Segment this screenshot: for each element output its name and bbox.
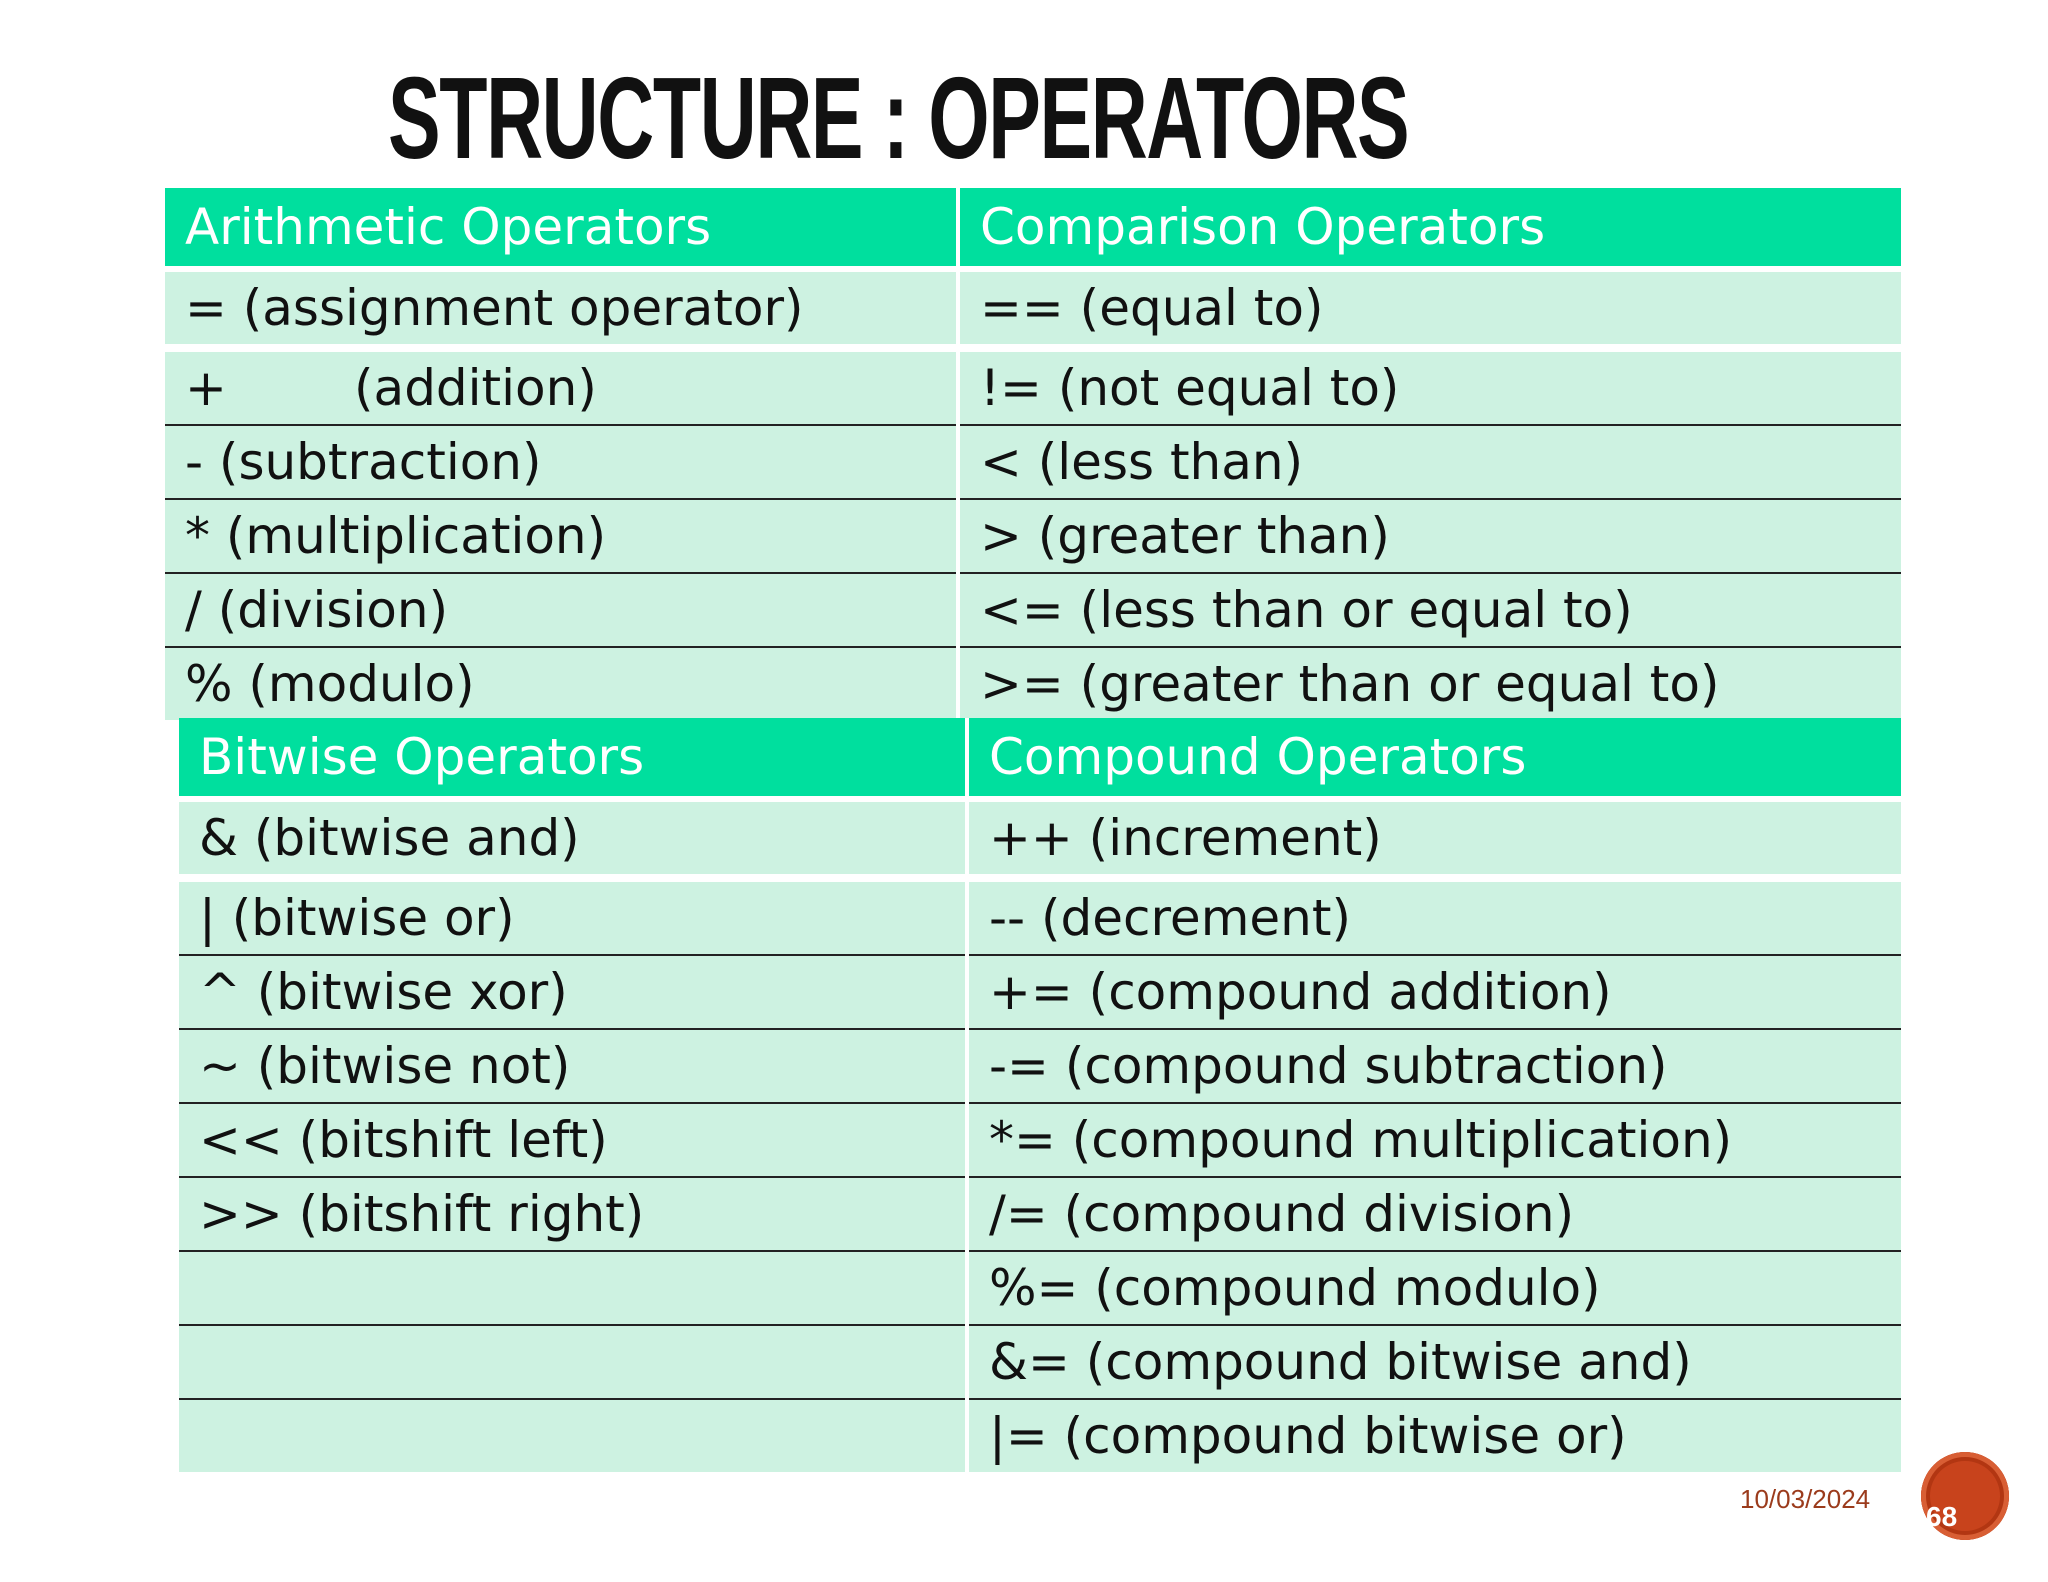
table-row [179,802,1901,878]
table-row [179,1251,1901,1325]
table-cell: & (bitwise and) [179,802,967,878]
table-cell: != (not equal to) [958,348,1901,425]
page-number: 68 [1926,1501,1958,1532]
table-row [179,955,1901,1029]
header-bitwise-operators: Bitwise Operators [179,718,967,796]
table-row [179,1399,1901,1472]
header-comparison-operators: Comparison Operators [958,188,1901,266]
header-compound-operators: Compound Operators [967,718,1901,796]
table-cell: &= (compound bitwise and) [967,1325,1901,1399]
table-cell: == (equal to) [958,272,1901,348]
table-row [165,272,1901,348]
table-header-row [165,188,1901,266]
table-row [179,1325,1901,1399]
table-cell: < (less than) [958,425,1901,499]
table-cell: + (addition) [165,348,958,425]
table-row [165,499,1901,573]
table-cell: << (bitshift left) [179,1103,967,1177]
table-cell: %= (compound modulo) [967,1251,1901,1325]
table-cell: / (division) [165,573,958,647]
table-cell: -= (compound subtraction) [967,1029,1901,1103]
table-cell: > (greater than) [958,499,1901,573]
table-cell: <= (less than or equal to) [958,573,1901,647]
table-cell: ^ (bitwise xor) [179,955,967,1029]
bitwise-compound-table [179,718,1901,1472]
table-cell: = (assignment operator) [165,272,958,348]
table-cell: | (bitwise or) [179,878,967,955]
table-row [165,573,1901,647]
table-cell: - (subtraction) [165,425,958,499]
table-cell: |= (compound bitwise or) [967,1399,1901,1472]
table-row [165,348,1901,425]
table-row [179,1103,1901,1177]
table-cell: % (modulo) [165,647,958,720]
table-row [165,647,1901,720]
table-cell: ~ (bitwise not) [179,1029,967,1103]
table-row [179,1177,1901,1251]
table-row [179,1029,1901,1103]
table-cell: /= (compound division) [967,1177,1901,1251]
table-header-row [179,718,1901,796]
header-arithmetic-operators: Arithmetic Operators [165,188,958,266]
table-cell: += (compound addition) [967,955,1901,1029]
table-cell: >= (greater than or equal to) [958,647,1901,720]
table-cell: ++ (increment) [967,802,1901,878]
table-cell [179,1399,967,1472]
table-cell: *= (compound multiplication) [967,1103,1901,1177]
table-cell [179,1325,967,1399]
arithmetic-comparison-table [165,188,1901,720]
table-row [179,878,1901,955]
table-cell: * (multiplication) [165,499,958,573]
table-cell: >> (bitshift right) [179,1177,967,1251]
slide-date: 10/03/2024 [1740,1484,1871,1514]
table-cell: -- (decrement) [967,878,1901,955]
slide-title: STRUCTURE : OPERATORS [388,53,1409,183]
table-row [165,425,1901,499]
table-cell [179,1251,967,1325]
